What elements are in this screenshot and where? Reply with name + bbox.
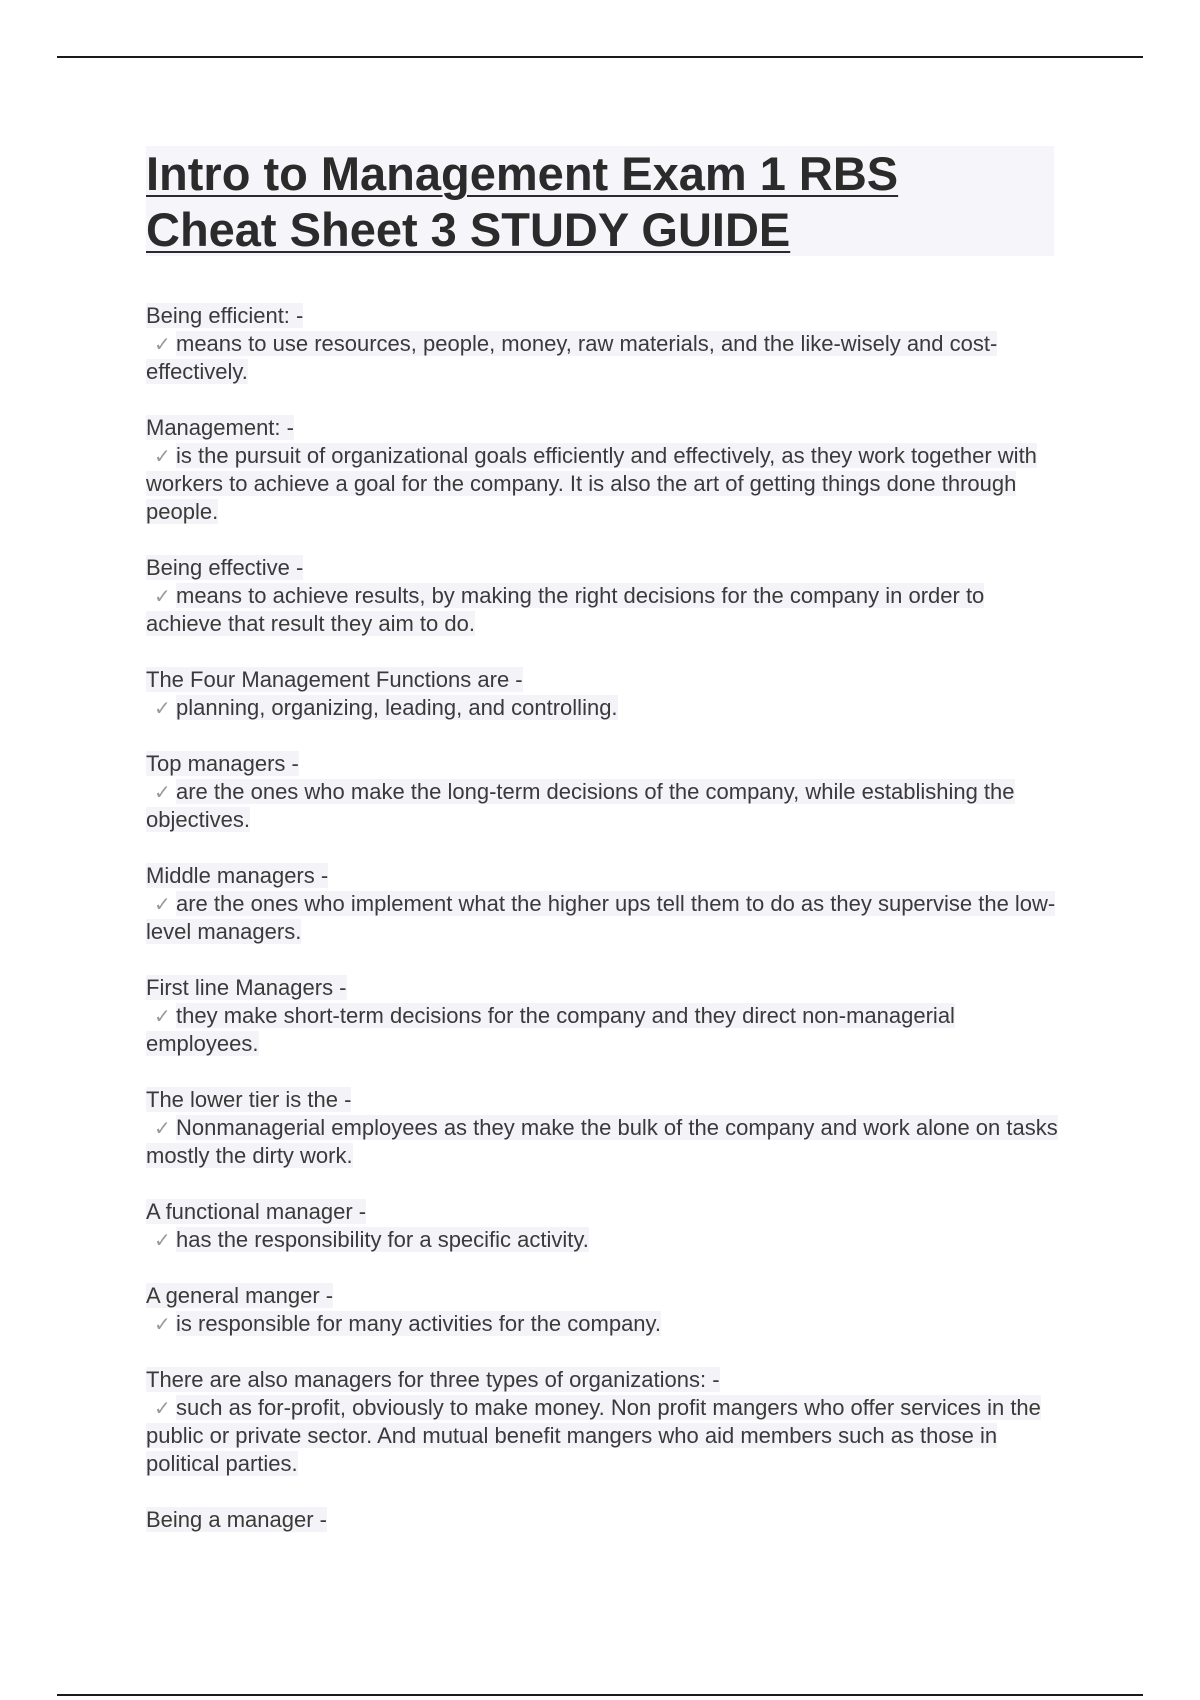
entry-term: Management: - [146,415,294,440]
check-icon: ✓ [154,892,171,916]
entry-term: Being effective - [146,555,304,580]
check-icon: ✓ [154,780,171,804]
entry-definition: ✓ are the ones who implement what the higher ups tell them to do as they supervise the low-level managers. [146,891,1056,944]
entry-term: Middle managers - [146,863,329,888]
entry-term: First line Managers - [146,975,347,1000]
top-rule [57,56,1143,58]
entry-definition: ✓ is responsible for many activities for the company. [154,1311,662,1336]
check-icon: ✓ [154,696,171,720]
check-icon: ✓ [154,332,171,356]
entry-term: Being a manager - [146,1507,327,1532]
entry-term: The Four Management Functions are - [146,667,523,692]
entry-definition: ✓ Nonmanagerial employees as they make the bulk of the company and work alone on tasks mostly the dirty work. [146,1115,1058,1168]
entry-term: A functional manager - [146,1199,367,1224]
entry-being-effective [146,554,1066,638]
check-icon: ✓ [154,1004,171,1028]
check-icon: ✓ [154,1312,171,1336]
entry-being-efficient [146,302,1066,386]
entry-management [146,414,1066,526]
title-line-2: Cheat Sheet 3 STUDY GUIDE [146,203,791,256]
check-icon: ✓ [154,444,171,468]
entry-definition: ✓ are the ones who make the long-term decisions of the company, while establishing the objectives. [146,779,1015,832]
check-icon: ✓ [154,584,171,608]
entry-top-managers [146,750,1066,834]
entry-functional-manager [146,1198,1066,1254]
entry-definition: ✓ means to use resources, people, money, raw materials, and the like-wisely and cost-effectively. [146,331,998,384]
check-icon: ✓ [154,1228,171,1252]
entry-general-manager [146,1282,1066,1338]
entry-definition: ✓ planning, organizing, leading, and controlling. [154,695,618,720]
entry-definition: ✓ is the pursuit of organizational goals efficiently and effectively, as they work together with workers to achieve a goal for the company. It is also the art of getting things done through people. [146,443,1037,524]
entry-term: Being efficient: - [146,303,304,328]
check-icon: ✓ [154,1116,171,1140]
entry-definition: ✓ has the responsibility for a specific activity. [154,1227,589,1252]
document-title [146,146,1046,258]
entry-lower-tier [146,1086,1066,1170]
entry-term: Top managers - [146,751,299,776]
entry-term: There are also managers for three types of organizations: - [146,1367,720,1392]
entry-definition: ✓ means to achieve results, by making the right decisions for the company in order to achieve that result they aim to do. [146,583,985,636]
entry-first-line-managers [146,974,1066,1058]
title-line-1: Intro to Management Exam 1 RBS [146,147,899,200]
entry-being-a-manager [146,1506,1066,1534]
entry-term: The lower tier is the - [146,1087,352,1112]
entry-definition: ✓ they make short-term decisions for the company and they direct non-managerial employees. [146,1003,955,1056]
entry-three-types [146,1366,1066,1478]
entry-middle-managers [146,862,1066,946]
study-entries [146,302,1066,1562]
entry-four-functions [146,666,1066,722]
entry-definition: ✓ such as for-profit, obviously to make money. Non profit mangers who offer services in the public or private sector. And mutual benefit mangers who aid members such as those in political parties. [146,1395,1041,1476]
entry-term: A general manger - [146,1283,334,1308]
check-icon: ✓ [154,1396,171,1420]
bottom-rule [57,1694,1143,1696]
